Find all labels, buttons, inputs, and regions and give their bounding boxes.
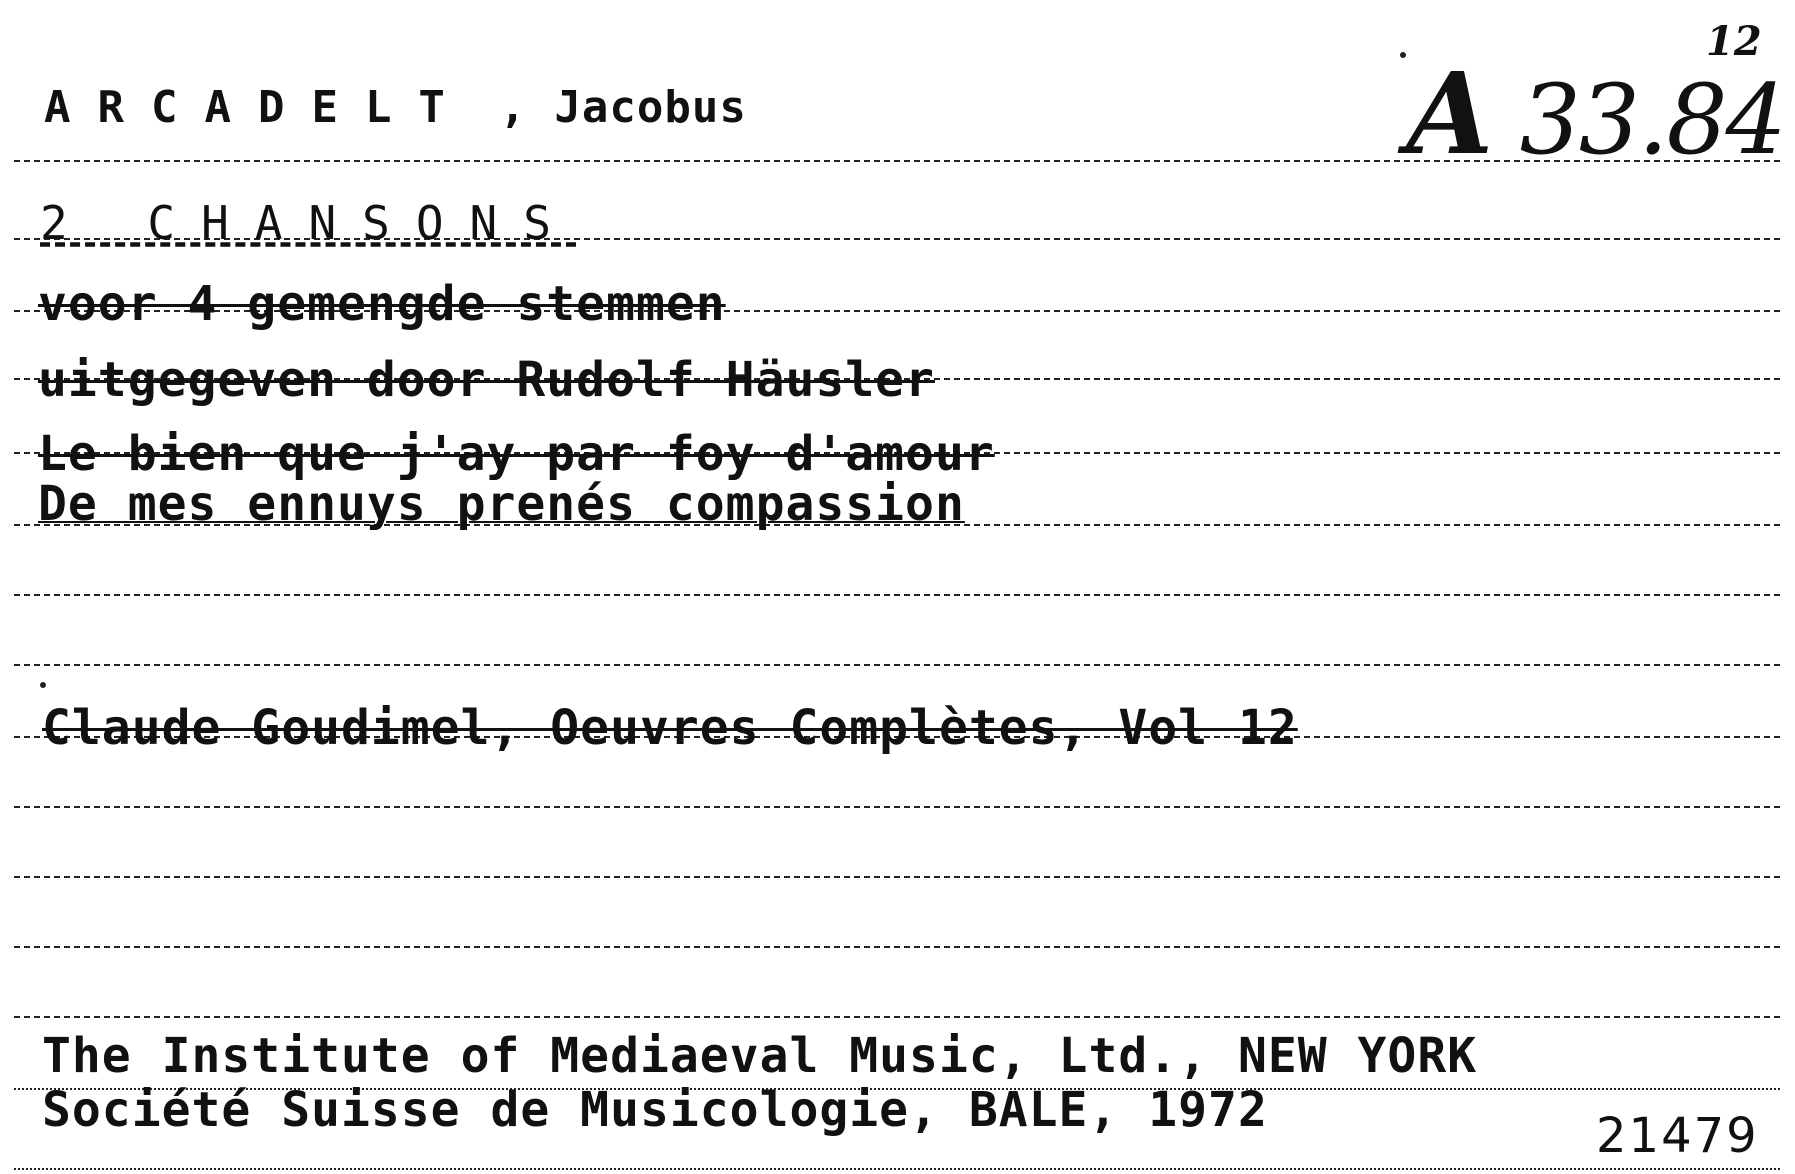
shelfmark [1386, 18, 1785, 218]
ruled-line [14, 946, 1780, 948]
shelfmark-main [1406, 49, 1785, 180]
ruled-line [14, 1168, 1780, 1170]
composer-surname: ARCADELT [44, 82, 472, 133]
shelfmark-superscript: 12 [1706, 18, 1762, 65]
ruled-line [14, 1016, 1780, 1018]
series-line: Claude Goudimel, Oeuvres Complètes, Vol 12 [42, 700, 1298, 756]
ruled-line [14, 876, 1780, 878]
ruled-line [14, 806, 1780, 808]
ruled-line [14, 594, 1780, 596]
composer-given-name: Jacobus [554, 82, 747, 133]
ruled-line [14, 664, 1780, 666]
contents-item: Le bien que j'ay par foy d'amour [38, 426, 995, 482]
voices-line: voor 4 gemengde stemmen [38, 276, 726, 332]
catalog-number: 21479 [1596, 1108, 1759, 1164]
contents-item: De mes ennuys prenés compassion [38, 476, 965, 532]
work-title: 2 CHANSONS [40, 196, 577, 250]
ink-speck [40, 682, 46, 688]
composer-separator: , [499, 82, 527, 133]
publisher-line: The Institute of Mediaeval Music, Ltd., NEW YORK [42, 1028, 1478, 1084]
publisher-line: Société Suisse de Musicologie, BALE, 1972 [42, 1082, 1268, 1138]
shelfmark-number: 33.84 [1519, 64, 1785, 176]
shelfmark-letter: A [1406, 49, 1492, 180]
composer-heading [44, 82, 747, 133]
editor-line: uitgegeven door Rudolf Häusler [38, 352, 935, 408]
